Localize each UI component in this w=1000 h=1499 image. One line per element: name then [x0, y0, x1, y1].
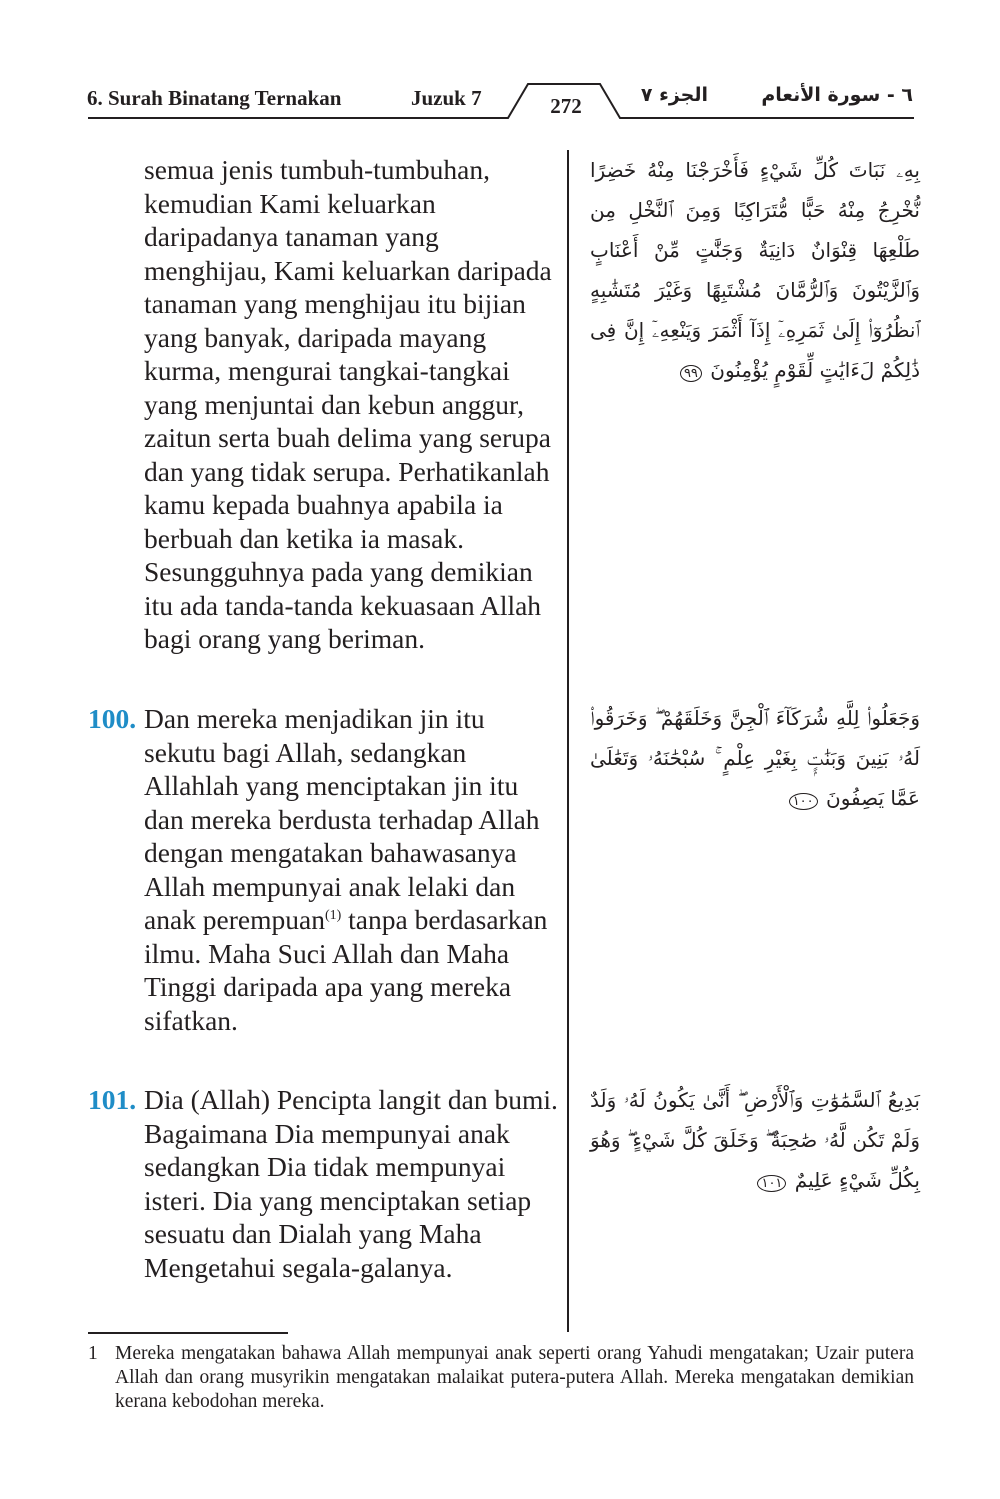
- surah-title-arabic: ٦ - سورة الأنعام: [761, 84, 913, 106]
- juz-label-latin: Juzuk 7: [411, 86, 482, 110]
- footnote: [88, 1342, 914, 1414]
- juz-label-arabic: الجزء ٧: [640, 84, 708, 106]
- translation-text-cont: tanpa berdasarkan ilmu. Maha Suci Allah dan Maha Tinggi daripada apa yang mereka sifatkan.: [144, 904, 548, 1036]
- translation-text: Dia (Allah) Pencipta langit dan bumi. Bagaimana Dia mempunyai anak sedangkan Dia tidak mempunyai isteri. Dia yang menciptakan setiap sesuatu dan Dialah yang Maha Mengetahui segala-galanya.: [144, 1084, 558, 1283]
- translation-text: semua jenis tumbuh-tumbuhan, kemudian Kami keluarkan daripadanya tanaman yang menghijau, Kami keluarkan daripada tanaman yang menghijau itu bijian yang banyak, daripada mayang kurma, mengurai tangkai-tangkai yang menjuntai dan kebun anggur, zaitun serta buah delima yang serupa dan yang tidak serupa. Perhatikanlah kamu kepada buahnya apabila ia berbuah dan ketika ia masak. Sesungguhnya pada yang demikian itu ada tanda-tanda kekuasaan Allah bagi orang yang beriman.: [144, 154, 552, 654]
- arabic-text: بِهِۦ نَبَاتَ كُلِّ شَيْءٍ فَأَخْرَجْنَا مِنْهُ خَضِرًا نُّخْرِجُ مِنْهُ حَبًّا مُّتَرَاكِبًا وَمِنَ ٱلنَّخْلِ مِن طَلْعِهَا قِنْوَانٌ دَانِيَةٌ وَجَنَّٰتٍ مِّنْ أَعْنَابٍ وَٱلزَّيْتُونَ وَٱلرُّمَّانَ مُشْتَبِهًا وَغَيْرَ مُتَشَٰبِهٍ ٱنظُرُوٓا۟ إِلَىٰ ثَمَرِهِۦٓ إِذَآ أَثْمَرَ وَيَنْعِهِۦٓ إِنَّ فِى ذَٰلِكُمْ لَءَايَٰتٍ لِّقَوْمٍ يُؤْمِنُونَ: [590, 158, 920, 382]
- verse-translation: [88, 1083, 558, 1284]
- ayah-marker: ٩٩: [680, 365, 702, 382]
- arabic-verse: [590, 1080, 920, 1204]
- footnote-number: 1: [88, 1343, 98, 1364]
- arabic-text: بَدِيعُ ٱلسَّمَٰوَٰتِ وَٱلْأَرْضِ ۖ أَنَّىٰ يَكُونُ لَهُۥ وَلَدٌ وَلَمْ تَكُن لَّهُۥ صَٰحِبَةٌ ۖ وَخَلَقَ كُلَّ شَيْءٍ ۖ وَهُوَ بِكُلِّ شَيْءٍ عَلِيمٌ: [590, 1088, 920, 1192]
- footnote-ref[interactable]: (1): [324, 907, 342, 923]
- footnote-text: Mereka mengatakan bahawa Allah mempunyai anak seperti orang Yahudi mengatakan; Uzair putera Allah dan orang musyrikin mengatakan malaikat putera-putera Allah. Mereka mengatakan demikian kerana kebodohan mereka.: [115, 1343, 914, 1412]
- surah-title-latin: 6. Surah Binatang Ternakan: [87, 86, 342, 110]
- page-number: 272: [550, 94, 582, 118]
- column-divider: [567, 150, 569, 1332]
- translation-text: Dan mereka menjadikan jin itu sekutu bagi Allah, sedangkan Allahlah yang menciptakan jin itu dan mereka berdusta terhadap Allah dengan mengatakan bahawasanya Allah mempunyai anak lelaki dan anak perempuan: [144, 703, 540, 935]
- verse-number: 101.: [88, 1084, 137, 1115]
- arabic-verse: [590, 150, 920, 394]
- ayah-marker: ١٠١: [757, 1175, 786, 1192]
- arabic-text: وَجَعَلُوا۟ لِلَّهِ شُرَكَآءَ ٱلْجِنَّ وَخَلَقَهُمْ ۖ وَخَرَقُوا۟ لَهُۥ بَنِينَ وَبَنَٰتٍۭ بِغَيْرِ عِلْمٍ ۚ سُبْحَٰنَهُۥ وَتَعَٰلَىٰ عَمَّا يَصِفُونَ: [590, 706, 920, 810]
- verse-number: 100.: [88, 703, 137, 734]
- verse-translation: [88, 702, 558, 1037]
- footnote-rule: [88, 1332, 288, 1334]
- header-rule: [0, 0, 1000, 130]
- arabic-verse: [590, 698, 920, 822]
- ayah-marker: ١٠٠: [789, 793, 818, 810]
- verse-translation: [88, 153, 558, 656]
